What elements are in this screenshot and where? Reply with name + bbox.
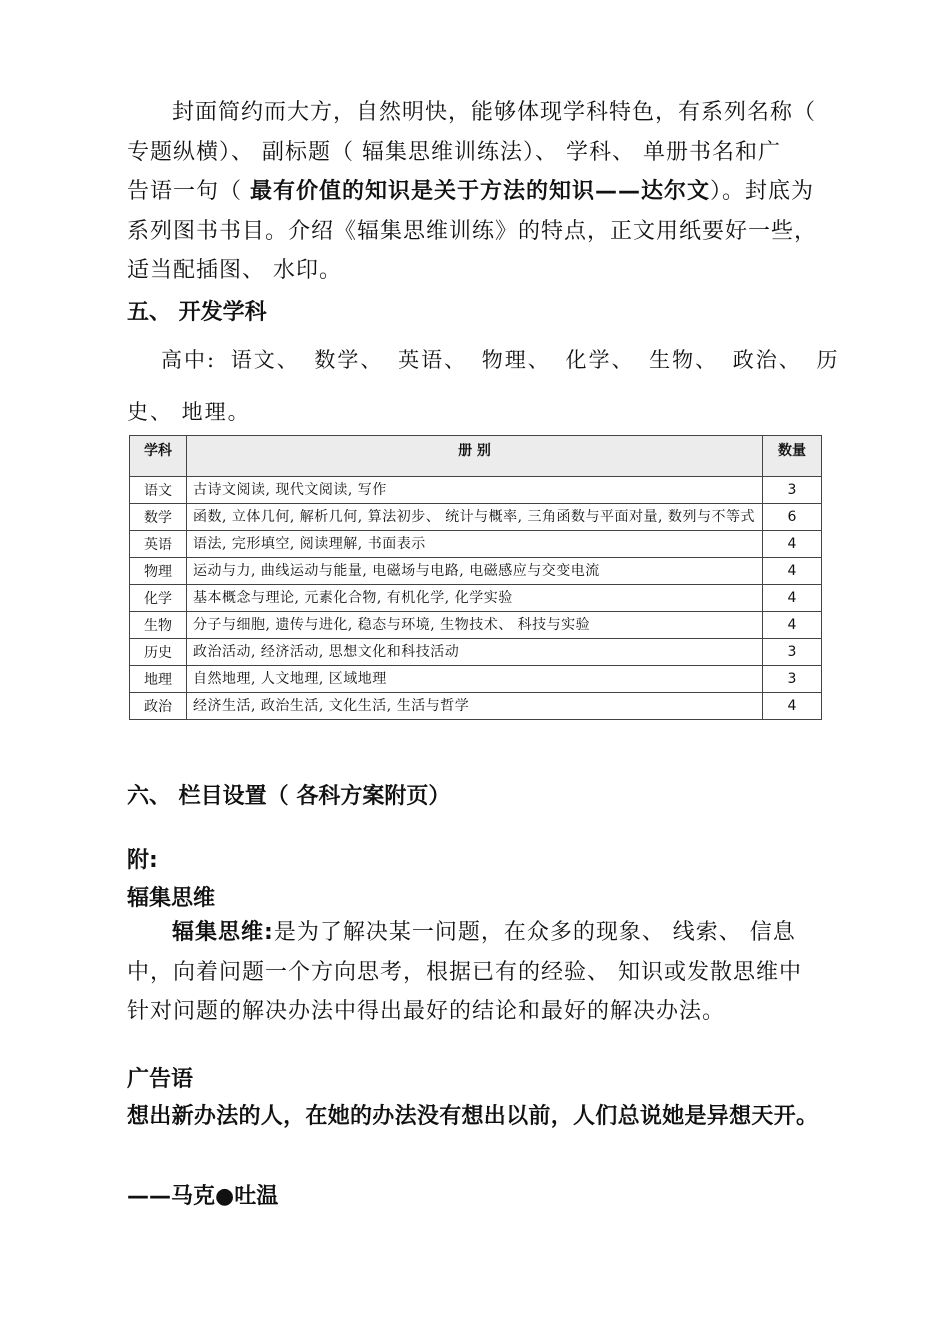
convergent-definition xyxy=(127,913,824,1032)
definition-line-3: 针对问题的解决办法中得出最好的结论和最好的解决办法。 xyxy=(127,999,726,1024)
header-count: 数量 xyxy=(763,436,822,477)
section-5-heading: 五、 开发学科 xyxy=(127,300,267,325)
volumes-cell: 基本概念与理论, 元素化合物, 有机化学, 化学实验 xyxy=(187,585,763,612)
table-row xyxy=(130,693,822,720)
table-row xyxy=(130,531,822,558)
table-row xyxy=(130,504,822,531)
table-row xyxy=(130,612,822,639)
cover-line-4: 系列图书书目。介绍《辐集思维训练》的特点，正文用纸要好一些， xyxy=(127,218,818,244)
volumes-cell: 分子与细胞, 遗传与进化, 稳态与环境, 生物技术、 科技与实验 xyxy=(187,612,763,639)
table-row xyxy=(130,666,822,693)
subjects-table xyxy=(129,435,822,720)
cover-slogan: 最有价值的知识是关于方法的知识——达尔文 xyxy=(250,179,711,204)
subject-cell: 地理 xyxy=(130,666,187,693)
subject-cell: 生物 xyxy=(130,612,187,639)
ad-slogan-heading: 广告语 xyxy=(127,1067,194,1092)
count-cell: 3 xyxy=(763,639,822,666)
volumes-cell: 函数, 立体几何, 解析几何, 算法初步、 统计与概率, 三角函数与平面对量, 数列与不等式 xyxy=(187,504,763,531)
cover-line-2: 专题纵横）、 副标题（ 辐集思维训练法）、 学科、 单册书名和广 xyxy=(127,139,781,165)
count-cell: 4 xyxy=(763,531,822,558)
table-header-row xyxy=(130,436,822,477)
count-cell: 4 xyxy=(763,585,822,612)
subject-cell: 数学 xyxy=(130,504,187,531)
cover-paragraph xyxy=(127,93,824,291)
count-cell: 3 xyxy=(763,666,822,693)
ad-slogan-quote: 想出新办法的人，在她的办法没有想出以前，人们总说她是异想天开。 xyxy=(127,1104,819,1129)
cover-line-1: 封面简约而大方，自然明快，能够体现学科特色，有系列名称（ xyxy=(172,100,817,125)
volumes-cell: 自然地理, 人文地理, 区域地理 xyxy=(187,666,763,693)
subject-cell: 政治 xyxy=(130,693,187,720)
definition-term: 辐集思维: xyxy=(172,920,274,945)
quote-attribution: ——马克●吐温 xyxy=(127,1184,279,1209)
count-cell: 4 xyxy=(763,558,822,585)
volumes-cell: 运动与力, 曲线运动与能量, 电磁场与电路, 电磁感应与交变电流 xyxy=(187,558,763,585)
subject-cell: 化学 xyxy=(130,585,187,612)
count-cell: 4 xyxy=(763,612,822,639)
count-cell: 4 xyxy=(763,693,822,720)
volumes-cell: 语法, 完形填空, 阅读理解, 书面表示 xyxy=(187,531,763,558)
section-6-heading: 六、 栏目设置（ 各科方案附页） xyxy=(127,784,451,809)
cover-line-3: 告语一句（ 最有价值的知识是关于方法的知识——达尔文）。封底为 xyxy=(127,179,815,204)
volumes-cell: 经济生活, 政治生活, 文化生活, 生活与哲学 xyxy=(187,693,763,720)
subject-cell: 历史 xyxy=(130,639,187,666)
subject-cell: 语文 xyxy=(130,477,187,504)
table-row xyxy=(130,639,822,666)
count-cell: 3 xyxy=(763,477,822,504)
table-row xyxy=(130,477,822,504)
volumes-cell: 古诗文阅读, 现代文阅读, 写作 xyxy=(187,477,763,504)
header-volumes: 册 别 xyxy=(187,436,763,477)
subjects-intro-line-2: 史、 地理。 xyxy=(127,400,251,424)
appendix-label: 附: xyxy=(127,848,158,873)
volumes-cell: 政治活动, 经济活动, 思想文化和科技活动 xyxy=(187,639,763,666)
subject-cell: 物理 xyxy=(130,558,187,585)
definition-line-1: 辐集思维:是为了解决某一问题，在众多的现象、 线索、 信息 xyxy=(172,920,796,945)
convergent-thinking-heading: 辐集思维 xyxy=(127,886,216,911)
definition-line-2: 中，向着问题一个方向思考，根据已有的经验、 知识或发散思维中 xyxy=(127,959,802,985)
header-subject: 学科 xyxy=(130,436,187,477)
count-cell: 6 xyxy=(763,504,822,531)
subjects-intro-line-1: 高中: 语文、 数学、 英语、 物理、 化学、 生物、 政治、 历 xyxy=(161,348,840,372)
subject-cell: 英语 xyxy=(130,531,187,558)
table-row xyxy=(130,558,822,585)
cover-line-5: 适当配插图、 水印。 xyxy=(127,258,342,283)
table-row xyxy=(130,585,822,612)
